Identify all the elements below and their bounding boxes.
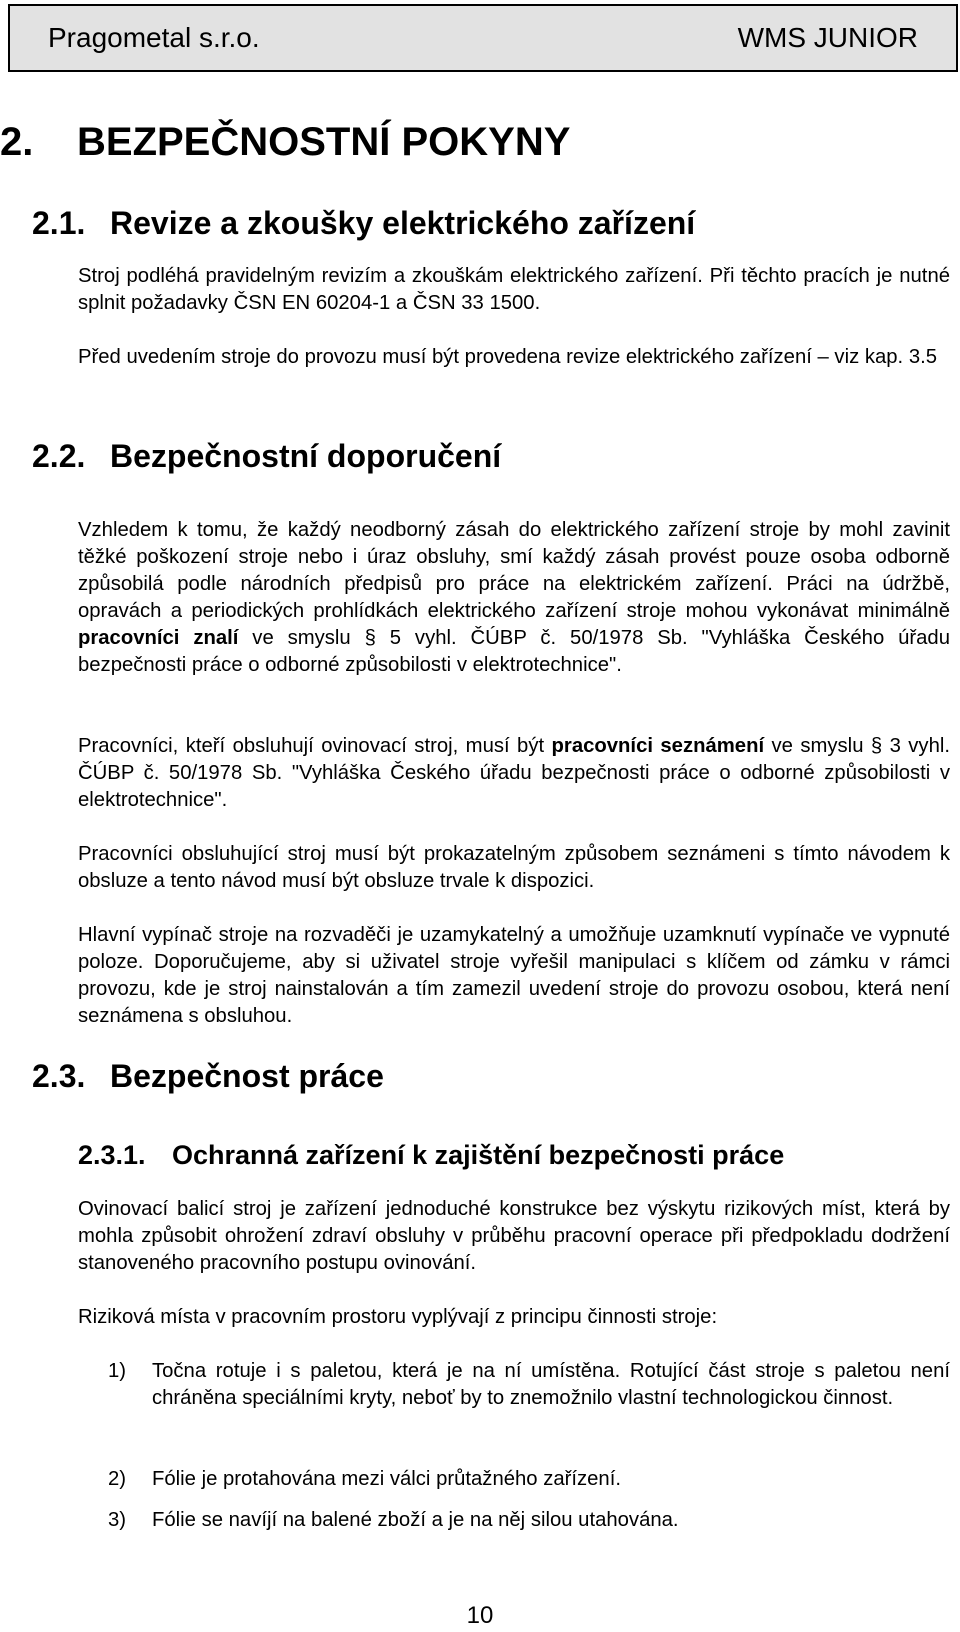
list-number: 1)	[108, 1360, 127, 1382]
section-title: Bezpečnostní doporučení	[110, 438, 502, 474]
paragraph: Riziková místa v pracovním prostoru vyplývají z principu činnosti stroje:	[78, 1306, 718, 1328]
header-product: WMS JUNIOR	[737, 22, 918, 53]
section-title: Revize a zkoušky elektrického zařízení	[110, 205, 696, 241]
bold-term: pracovníci znalí	[78, 627, 239, 649]
section-2-3-heading	[32, 1058, 384, 1095]
list-number: 3)	[108, 1509, 127, 1531]
section-2-1-heading	[32, 205, 695, 242]
list-item	[108, 1507, 950, 1534]
text-run: Vzhledem k tomu, že každý neodborný zásah do elektrického zařízení stroje by mohl zavinit těžké poškození stroje nebo i úraz obsluhy, smí každý zásah provést pouze osoba odborně způsobilá podle národních předpisů pro práce na elektrickém zařízení. Práci na údržbě, opravách a periodických prohlídkách elektrického zařízení stroje mohou vykonávat minimálně	[78, 519, 950, 622]
section-2-3-1-heading	[78, 1140, 784, 1171]
page-number: 10	[466, 1602, 494, 1629]
bold-term: pracovníci seznámení	[551, 735, 765, 757]
section-2-2-heading	[32, 438, 501, 475]
section-2-heading	[0, 120, 570, 165]
text-run: ve smyslu § 3 vyhl. ČÚBP č. 50/1978 Sb. "Vyhláška Českého úřadu bezpečnosti práce o odborné způsobilosti v elektrotechnice".	[78, 735, 950, 811]
page-header	[8, 4, 958, 72]
paragraph: Hlavní vypínač stroje na rozvaděči je uzamykatelný a umožňuje uzamknutí vypínače ve vypnuté poloze. Doporučujeme, aby si uživatel stroje vyřešil manipulaci s klíčem od zámku v rámci provozu, kde je stroj nainstalován a tím zamezil uvedení stroje do provozu osobou, která není seznámena s obsluhou.	[78, 924, 950, 1027]
paragraph: Před uvedením stroje do provozu musí být provedena revize elektrického zařízení – viz kap. 3.5	[78, 346, 938, 368]
paragraph: Ovinovací balicí stroj je zařízení jednoduché konstrukce bez výskytu rizikových míst, která by mohla způsobit ohrožení zdraví obsluhy v průběhu pracovní operace při předpokladu dodržení stanoveného pracovního postupu ovinování.	[78, 1198, 950, 1274]
paragraph: Pracovníci obsluhující stroj musí být prokazatelným způsobem seznámeni s tímto návodem k obsluze a tento návod musí být obsluze trvale k dispozici.	[78, 843, 950, 892]
paragraph: Stroj podléhá pravidelným revizím a zkouškám elektrického zařízení. Při těchto pracích je nutné splnit požadavky ČSN EN 60204-1 a ČSN 33 1500.	[78, 265, 950, 314]
paragraph	[78, 733, 950, 814]
list-text: Fólie je protahována mezi válci průtažného zařízení.	[152, 1468, 621, 1490]
section-number: 2.3.	[32, 1058, 86, 1094]
list-item	[108, 1358, 950, 1412]
section-title: BEZPEČNOSTNÍ POKYNY	[77, 120, 571, 164]
text-run: ve smyslu § 5 vyhl. ČÚBP č. 50/1978 Sb. "Vyhláška Českého úřadu bezpečnosti práce o odborné způsobilosti v elektrotechnice".	[78, 627, 950, 676]
section-number: 2.1.	[32, 205, 86, 241]
section-title: Ochranná zařízení k zajištění bezpečnosti práce	[172, 1140, 785, 1170]
section-number: 2.2.	[32, 438, 86, 474]
section-number: 2.3.1.	[78, 1140, 146, 1170]
list-text: Fólie se navíjí na balené zboží a je na něj silou utahována.	[152, 1509, 679, 1531]
paragraph	[78, 517, 950, 679]
text-run: Pracovníci, kteří obsluhují ovinovací stroj, musí být	[78, 735, 552, 757]
header-company: Pragometal s.r.o.	[48, 22, 260, 53]
section-number: 2.	[0, 120, 34, 164]
list-text: Točna rotuje i s paletou, která je na ní umístěna. Rotující část stroje s paletou není chráněna speciálními kryty, neboť by to znemožnilo vlastní technologickou činnost.	[152, 1360, 950, 1409]
section-title: Bezpečnost práce	[110, 1058, 384, 1094]
list-number: 2)	[108, 1468, 127, 1490]
list-item	[108, 1466, 950, 1493]
